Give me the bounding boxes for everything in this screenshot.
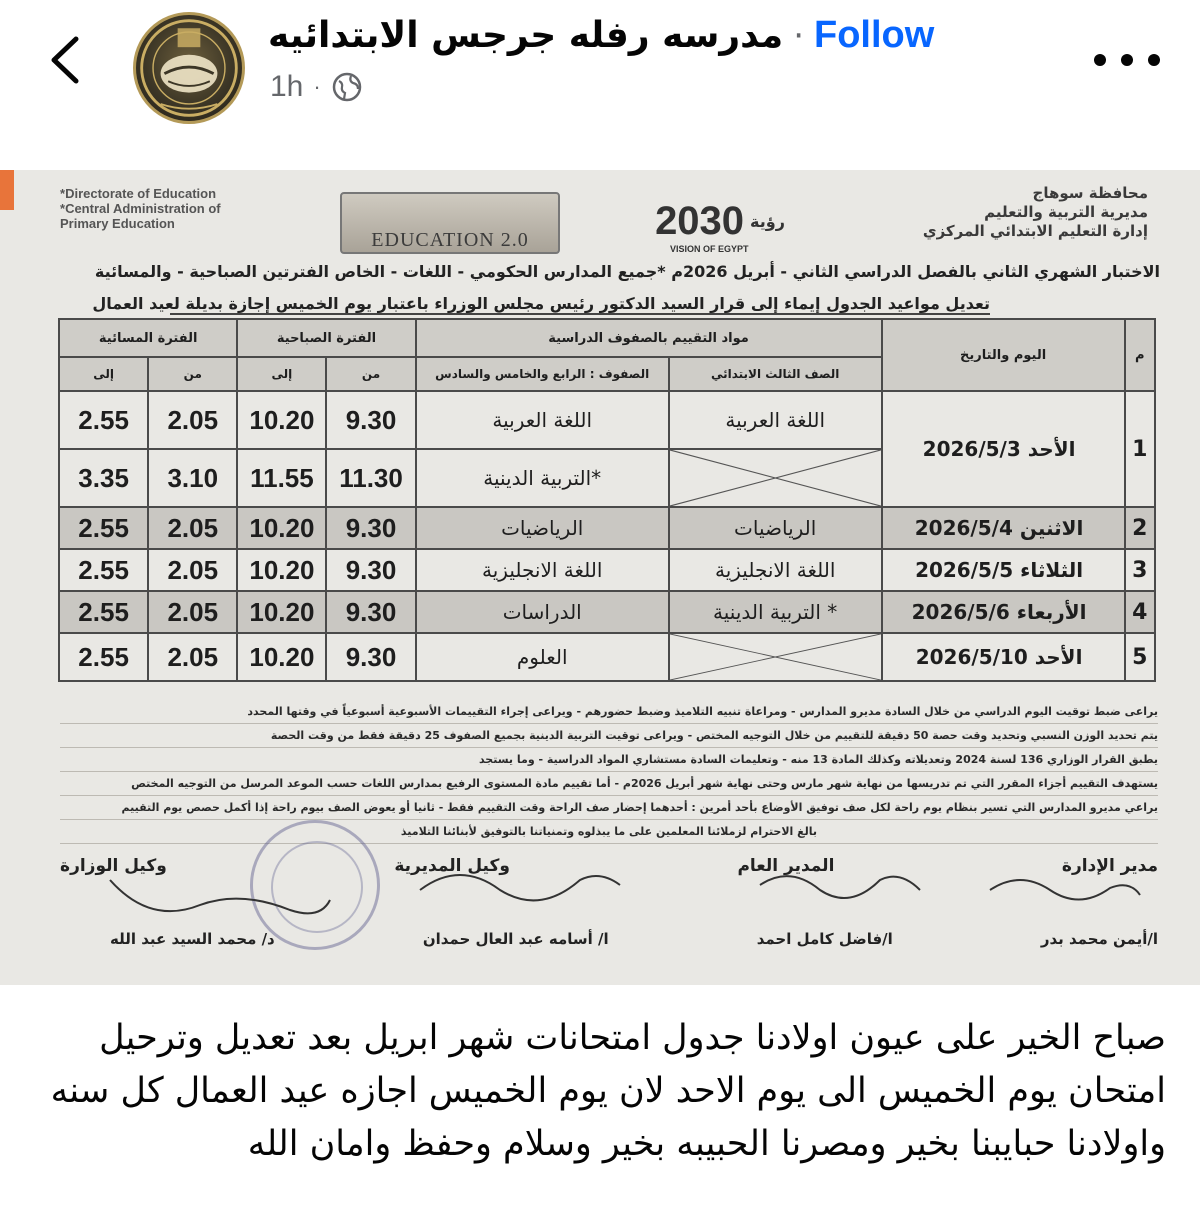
vision-2030-logo: 2030 رؤية xyxy=(655,198,785,243)
row-morning-to: 10.20 xyxy=(237,633,326,681)
row-morning-from: 9.30 xyxy=(326,591,415,633)
row-grades456-subject: *التربية الدينية xyxy=(416,449,669,507)
vision-subtitle: VISION OF EGYPT xyxy=(670,244,749,254)
education-logo: EDUCATION 2.0 xyxy=(340,192,560,254)
row-day-date: الأحد 2026/5/10 xyxy=(882,633,1125,681)
row-grade3-subject: اللغة العربية xyxy=(669,391,882,449)
header-day-date: اليوم والتاريخ xyxy=(882,319,1125,391)
row-morning-from: 9.30 xyxy=(326,391,415,449)
post-header xyxy=(0,0,1200,130)
more-options-button[interactable] xyxy=(1094,40,1160,80)
more-horizontal-icon-dot xyxy=(1121,54,1133,66)
exam-note: تعديل مواعيد الجدول إيماء إلى قرار السيد الدكتور رئيس مجلس الوزراء باعتبار يوم الخميس إجازة بديلة لعيد العمال xyxy=(92,294,990,313)
table-row xyxy=(59,591,1155,633)
row-grades456-subject: الدراسات xyxy=(416,591,669,633)
row-morning-from: 9.30 xyxy=(326,549,415,591)
follow-button[interactable]: Follow xyxy=(814,14,935,56)
row-grade3-subject: الرياضيات xyxy=(669,507,882,549)
header-morning-to: إلى xyxy=(237,357,326,391)
row-morning-to: 10.20 xyxy=(237,507,326,549)
row-morning-from: 11.30 xyxy=(326,449,415,507)
note-line: يطبق القرار الوزاري 136 لسنة 2024 وتعديلاته وكذلك المادة 13 منه - وتعليمات السادة مستشاري المواد الدراسية - وما يستجد xyxy=(60,748,1158,772)
row-evening-to: 2.55 xyxy=(59,633,148,681)
header-m: م xyxy=(1125,319,1155,391)
row-grades456-subject: اللغة الانجليزية xyxy=(416,549,669,591)
row-grade3-subject: اللغة الانجليزية xyxy=(669,549,882,591)
row-number: 4 xyxy=(1125,591,1155,633)
post-time[interactable]: 1h xyxy=(270,70,304,103)
row-grade3-subject: * التربية الدينية xyxy=(669,591,882,633)
header-evening-to: إلى xyxy=(59,357,148,391)
row-day-date: الأحد 2026/5/3 xyxy=(882,391,1125,507)
row-evening-to: 2.55 xyxy=(59,391,148,449)
chevron-left-icon xyxy=(48,35,82,85)
header-grades456: الصفوف : الرابع والخامس والسادس xyxy=(416,357,669,391)
note-line: بالغ الاحترام لزملائنا المعلمين على ما يبذلوه وتمنياتنا بالتوفيق لأبنائنا التلاميذ xyxy=(60,820,1158,844)
back-button[interactable] xyxy=(40,30,90,90)
post-caption: صباح الخير على عيون اولادنا جدول امتحانات شهر ابريل بعد تعديل وترحيل امتحان يوم الخميس الى يوم الاحد لان يوم الخميس اجازه عيد العمال كل سنه واولادنا حبايبنا بخير ومصرنا الحبيبه بخير وسلام وحفظ وامان الله xyxy=(50,1018,1166,1164)
more-horizontal-icon xyxy=(1094,54,1106,66)
arabic-directorate: محافظة سوهاج مديرية التربية والتعليم إدارة التعليم الابتدائي المركزي xyxy=(922,184,1148,240)
header-evening: الفترة المسائية xyxy=(59,319,237,357)
row-evening-from: 2.05 xyxy=(148,591,237,633)
signatory-name: ا/ أسامه عبد العال حمدان xyxy=(422,930,609,948)
signatory-name: د/ محمد السيد عبد الله xyxy=(110,930,275,948)
globe-icon xyxy=(331,71,363,103)
signatory-title: مدير الإدارة xyxy=(1061,856,1158,876)
signatory-name: ا/أيمن محمد بدر xyxy=(1040,930,1158,948)
title-separator: · xyxy=(793,16,804,56)
post-meta xyxy=(270,70,363,104)
english-directorate: *Directorate of Education *Central Administration of Primary Education xyxy=(60,186,221,231)
note-line: يتم تحديد الوزن النسبي وتحديد وقت حصة 50 دقيقة للتقييم من خلال التوجيه المختص - ويراعى توقيت التربية الدينية بجميع الصفوف 25 دقيقة فقط من وقت الحصة xyxy=(60,724,1158,748)
row-evening-to: 2.55 xyxy=(59,591,148,633)
row-number: 3 xyxy=(1125,549,1155,591)
document-letterhead xyxy=(50,182,1160,262)
row-grade3-empty xyxy=(669,449,882,507)
header-grade3: الصف الثالث الابتدائي xyxy=(669,357,882,391)
row-grades456-subject: الرياضيات xyxy=(416,507,669,549)
row-number: 5 xyxy=(1125,633,1155,681)
row-evening-from: 2.05 xyxy=(148,391,237,449)
header-morning: الفترة الصباحية xyxy=(237,319,415,357)
row-evening-from: 2.05 xyxy=(148,549,237,591)
note-line: يراعى ضبط توقيت اليوم الدراسي من خلال السادة مديرو المدارس - ومراعاة تنبيه التلاميذ وضبط حضورهم - ويراعى إجراء التقييمات الأسبوعية أسبوعياً في وقتها المحدد xyxy=(60,700,1158,724)
row-morning-to: 10.20 xyxy=(237,549,326,591)
header-subjects: مواد التقييم بالصفوف الدراسية xyxy=(416,319,882,357)
table-row xyxy=(59,549,1155,591)
exam-title: الاختبار الشهري الثاني بالفصل الدراسي الثاني - أبريل 2026م *جميع المدارس الحكومي - اللغات - الخاص الفترتين الصباحية - والمسائية xyxy=(94,262,1160,281)
row-evening-to: 2.55 xyxy=(59,549,148,591)
signatory-titles xyxy=(60,856,1158,886)
row-number: 2 xyxy=(1125,507,1155,549)
meta-separator: · xyxy=(313,74,321,99)
schedule-table xyxy=(58,318,1156,682)
signatory-name: ا/فاضل كامل احمد xyxy=(756,930,893,948)
page-name[interactable]: مدرسه رفله جرجس الابتدائيه xyxy=(268,15,784,56)
table-row xyxy=(59,391,1155,449)
row-day-date: الثلاثاء 2026/5/5 xyxy=(882,549,1125,591)
row-morning-from: 9.30 xyxy=(326,507,415,549)
row-day-date: الاثنين 2026/5/4 xyxy=(882,507,1125,549)
row-evening-to: 3.35 xyxy=(59,449,148,507)
row-morning-to: 11.55 xyxy=(237,449,326,507)
header-morning-from: من xyxy=(326,357,415,391)
row-morning-from: 9.30 xyxy=(326,633,415,681)
row-evening-from: 3.10 xyxy=(148,449,237,507)
row-morning-to: 10.20 xyxy=(237,591,326,633)
row-day-date: الأربعاء 2026/5/6 xyxy=(882,591,1125,633)
table-row xyxy=(59,507,1155,549)
signatory-title: وكيل المديرية xyxy=(394,856,510,876)
note-line: يستهدف التقييم أجزاء المقرر التي تم تدريسها من نهاية شهر مارس وحتى نهاية شهر أبريل 2026م - أما تقييم مادة المستوى الرفيع بمدارس اللغات حسب الموعد المرسل من التوجيه المختص xyxy=(60,772,1158,796)
header-evening-from: من xyxy=(148,357,237,391)
row-morning-to: 10.20 xyxy=(237,391,326,449)
note-line: يراعي مديرو المدارس التي تسير بنظام يوم راحة لكل صف توفيق الأوضاع بأحد أمرين : أحدهما إحضار صف الراحة وقت التقييم فقط - ثانيا أو يعوض الصف بيوم راحة إذا أكمل حصص يوم التقييم xyxy=(60,796,1158,820)
title-row xyxy=(268,14,934,57)
row-grades456-subject: العلوم xyxy=(416,633,669,681)
row-grades456-subject: اللغة العربية xyxy=(416,391,669,449)
signatory-title: المدير العام xyxy=(737,856,835,876)
row-grade3-empty xyxy=(669,633,882,681)
signatory-names xyxy=(110,930,1158,960)
document-notes xyxy=(60,700,1158,844)
more-horizontal-icon-dot xyxy=(1148,54,1160,66)
post-photo[interactable] xyxy=(0,170,1200,985)
table-row xyxy=(59,633,1155,681)
avatar[interactable] xyxy=(133,12,245,124)
row-evening-from: 2.05 xyxy=(148,507,237,549)
signatory-title: وكيل الوزارة xyxy=(60,856,167,876)
row-number: 1 xyxy=(1125,391,1155,507)
row-evening-to: 2.55 xyxy=(59,507,148,549)
row-evening-from: 2.05 xyxy=(148,633,237,681)
